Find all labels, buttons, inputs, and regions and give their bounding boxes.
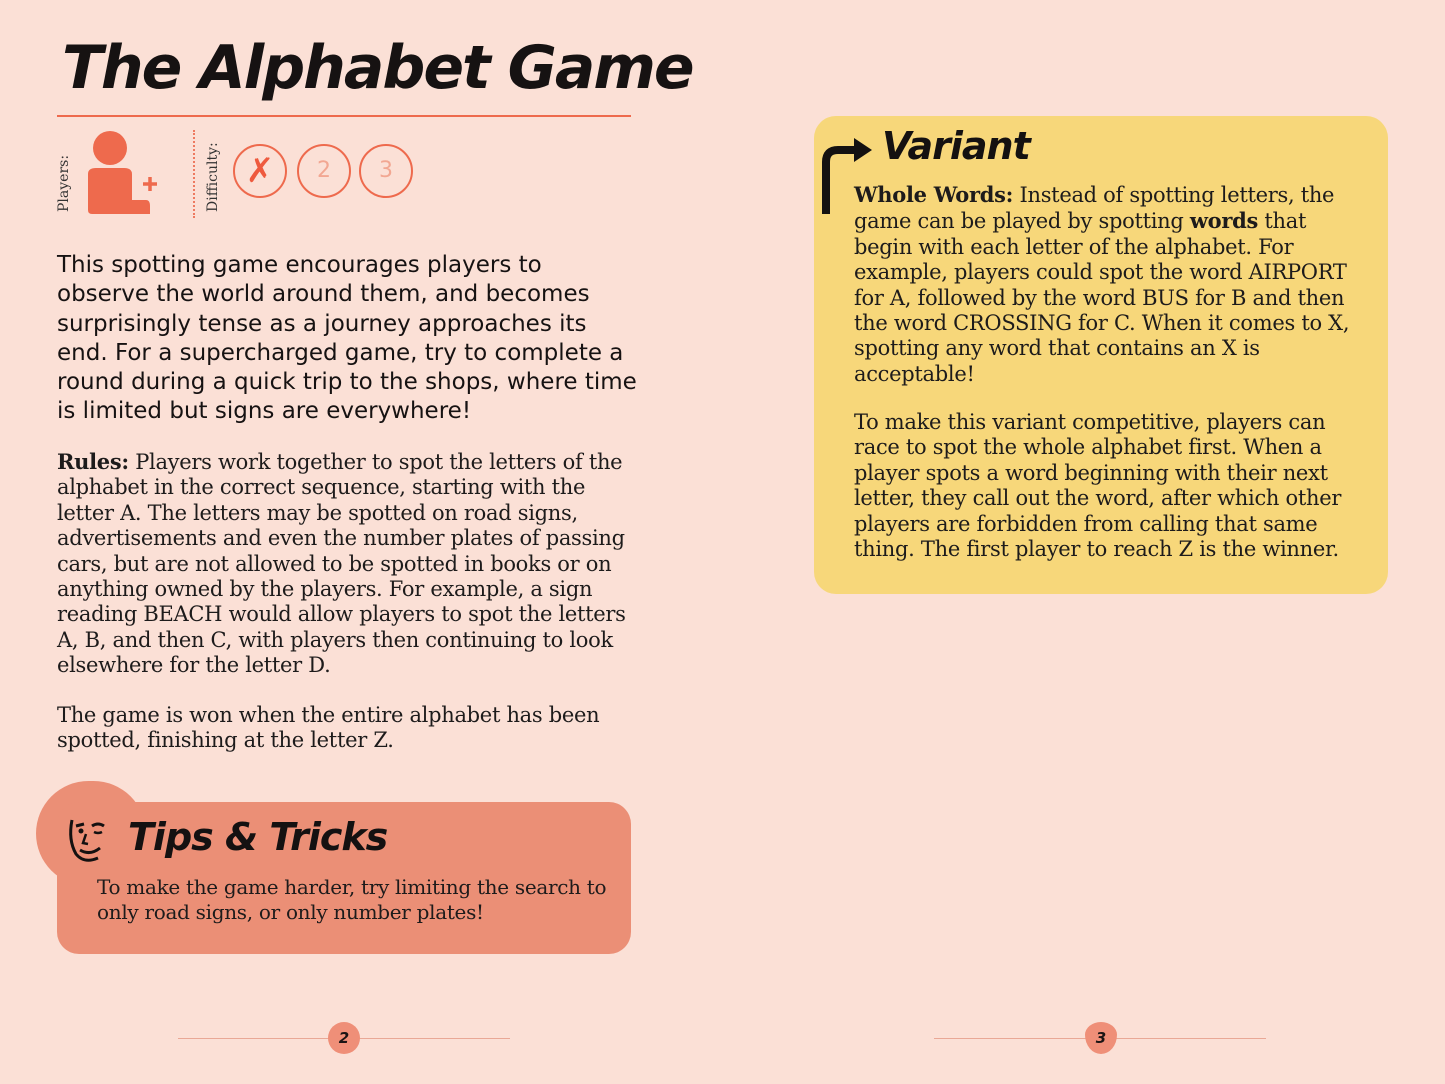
rules-text: Players work together to spot the letters of the alphabet in the correct sequence, starting with the letter A. The letters may be spotted on road signs, advertisements and even the number plates of passing cars, but are not allowed to be spotted in books or on anything owned by the players. For example, a sign reading BEACH would allow players to spot the letters A, B, and then C, with players then continuing to look elsewhere for the letter D. — [57, 450, 626, 678]
page-number-left: 2 — [328, 1022, 360, 1054]
win-condition-paragraph: The game is won when the entire alphabet has been spotted, finishing at the letter Z. — [57, 703, 600, 753]
difficulty-level-1 — [233, 144, 287, 198]
label-divider — [193, 130, 195, 218]
intro-paragraph: This spotting game encourages players to observe the world around them, and becomes surprisingly tense as a journey approaches its end. For a supercharged game, try to complete a round during a quick trip to the shops, where time is limited but signs are everywhere! — [57, 252, 637, 425]
page-title: The Alphabet Game — [62, 33, 693, 103]
page-number-right: 3 — [1085, 1022, 1117, 1054]
tips-title: Tips & Tricks — [128, 815, 388, 859]
tips-text: To make the game harder, try limiting the search to only road signs, or only number plates! — [97, 875, 607, 924]
player-plus-icon — [84, 128, 164, 216]
difficulty-level-3: 3 — [359, 144, 413, 198]
variant-text-b: that begin with each letter of the alphabet. For example, players could spot the word AIRPORT for A, followed by the word BUS for B and then the word CROSSING for C. When it comes to X, spotting any word that contains an X is acceptable! — [854, 209, 1350, 386]
variant-title: Variant — [882, 124, 1030, 168]
difficulty-level-2: 2 — [297, 144, 351, 198]
variant-paragraph-1 — [854, 182, 1364, 387]
title-divider — [57, 115, 631, 117]
variant-text-a: Instead of spotting letters, the game can be played by spotting — [854, 183, 1335, 234]
winking-face-icon — [62, 810, 118, 866]
rules-paragraph — [57, 449, 647, 679]
variant-label: Whole Words: — [854, 182, 1014, 207]
variant-text-bold: words — [1189, 208, 1259, 234]
variant-paragraph-2: To make this variant competitive, players can race to spot the whole alphabet first. When a player spots a word beginning with their next letter, they call out the word, after which other players are forbidden from calling that same thing. The first player to reach Z is the winner. — [854, 410, 1342, 562]
difficulty-label: Difficulty: — [205, 142, 221, 212]
difficulty-selected-mark: ✗ — [245, 151, 275, 191]
rules-label: Rules: — [57, 449, 129, 474]
players-label: Players: — [56, 154, 72, 212]
